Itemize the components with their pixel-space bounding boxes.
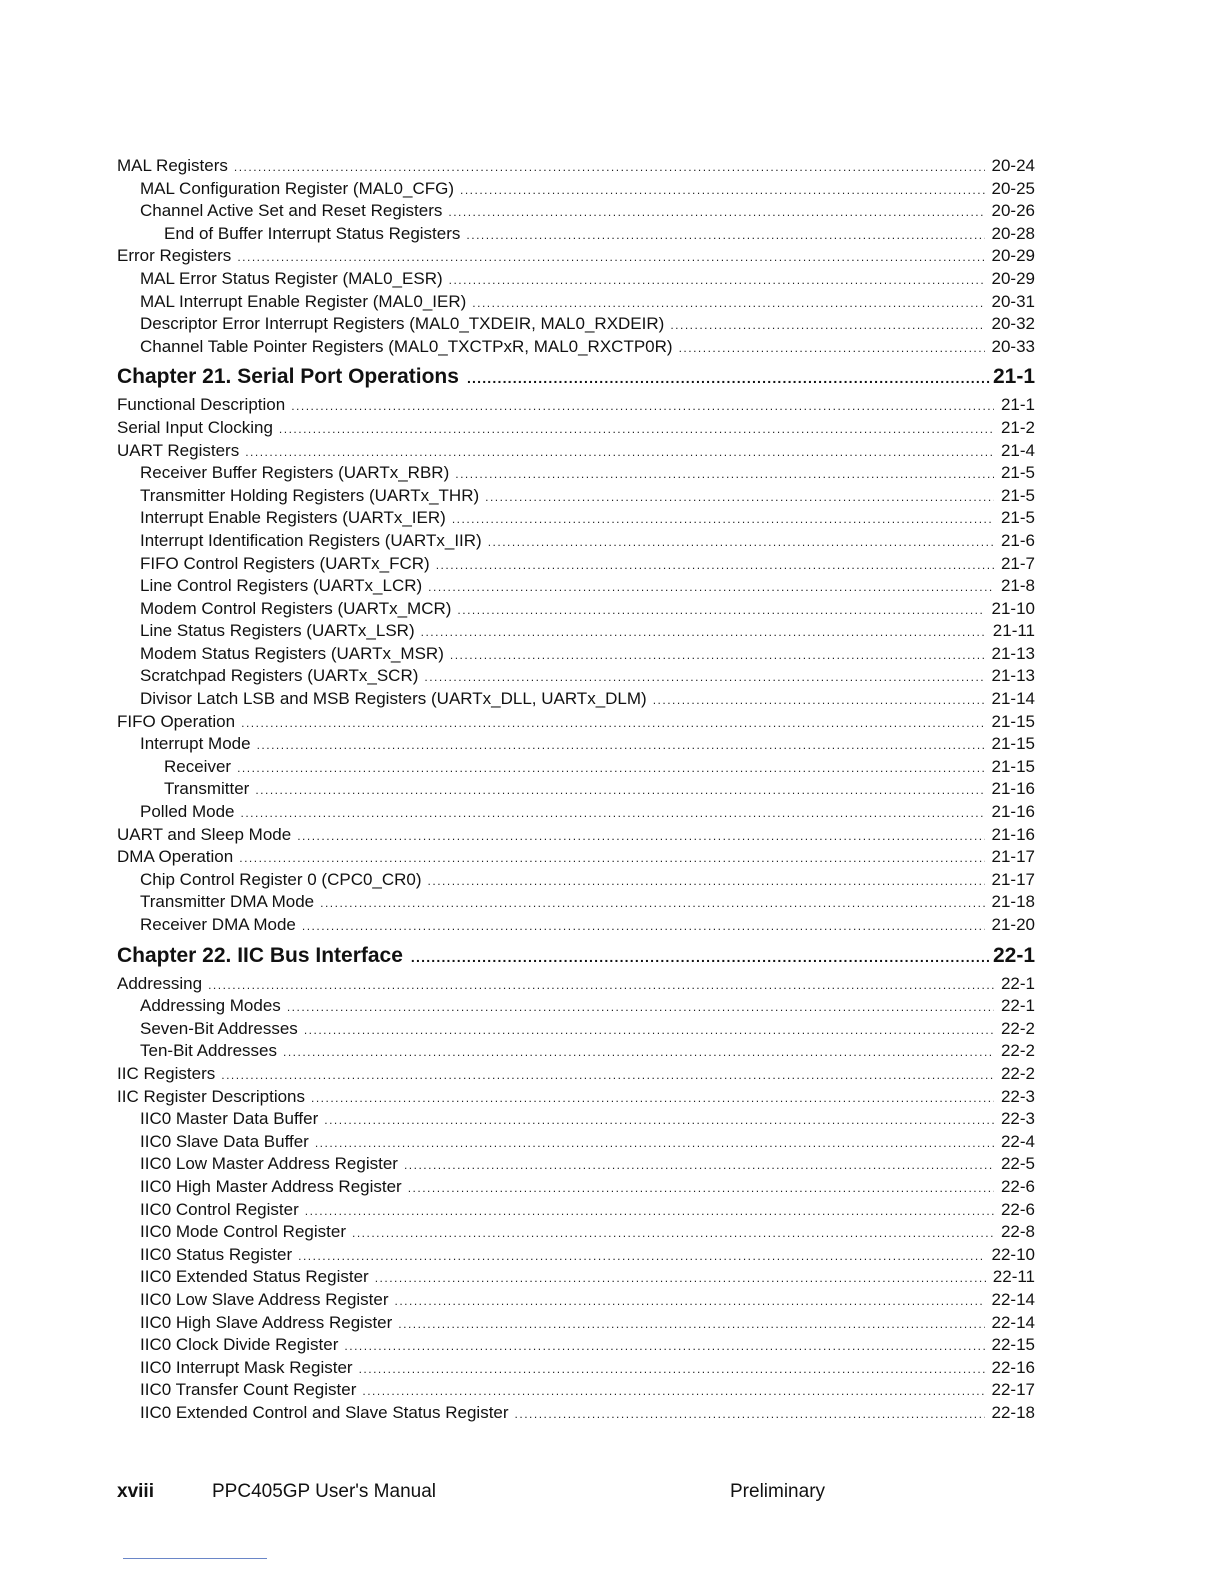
- toc-entry[interactable]: [117, 1108, 1035, 1131]
- dot-leader: [320, 892, 984, 915]
- dot-leader: [449, 269, 985, 292]
- toc-entry-page: 22-8: [1000, 1222, 1035, 1242]
- toc-entry-page: 22-2: [1000, 1063, 1035, 1083]
- footer-rule: [123, 1558, 267, 1559]
- toc-entry-page: 22-6: [1000, 1199, 1035, 1219]
- toc-entry-page: 21-14: [991, 689, 1035, 709]
- toc-entry-page: 21-16: [991, 802, 1035, 822]
- dot-leader: [398, 1313, 984, 1336]
- toc-entry-title: Interrupt Mode: [140, 734, 251, 754]
- toc-entry[interactable]: [117, 155, 1035, 178]
- toc-entry[interactable]: [117, 756, 1035, 779]
- toc-entry[interactable]: [117, 711, 1035, 734]
- toc-entry-title: IIC0 Interrupt Mask Register: [140, 1357, 353, 1377]
- toc-entry-page: 20-31: [991, 291, 1035, 311]
- dot-leader: [255, 779, 984, 802]
- dot-leader: [450, 644, 985, 667]
- dot-leader: [257, 734, 985, 757]
- dot-leader: [457, 599, 984, 622]
- toc-entry[interactable]: [117, 665, 1035, 688]
- toc-entry-title: UART and Sleep Mode: [117, 824, 292, 844]
- dot-leader: [239, 847, 984, 870]
- dot-leader: [466, 224, 984, 247]
- toc-entry[interactable]: [117, 1357, 1035, 1380]
- toc-entry-page: 22-5: [1000, 1154, 1035, 1174]
- dot-leader: [237, 246, 984, 269]
- toc-entry[interactable]: [117, 801, 1035, 824]
- toc-entry[interactable]: [117, 643, 1035, 666]
- toc-entry[interactable]: [117, 778, 1035, 801]
- toc-entry-page: 22-3: [1000, 1109, 1035, 1129]
- toc-entry-page: 21-13: [991, 666, 1035, 686]
- dot-leader: [245, 441, 994, 464]
- toc-entry-title: Chapter 21. Serial Port Operations: [117, 365, 459, 389]
- dot-leader: [421, 621, 986, 644]
- dot-leader: [436, 554, 994, 577]
- dot-leader: [460, 179, 985, 202]
- toc-entry-page: 21-17: [991, 847, 1035, 867]
- dot-leader: [455, 463, 994, 486]
- toc-entry[interactable]: [117, 223, 1035, 246]
- toc-entry-title: Interrupt Enable Registers (UARTx_IER): [140, 508, 446, 528]
- toc-entry[interactable]: [117, 1153, 1035, 1176]
- footer-status: Preliminary: [730, 1481, 826, 1502]
- toc-entry[interactable]: [117, 824, 1035, 847]
- toc-entry[interactable]: [117, 462, 1035, 485]
- dot-leader: [302, 915, 985, 938]
- toc-entry-title: Error Registers: [117, 246, 232, 266]
- toc-entry[interactable]: [117, 1402, 1035, 1425]
- toc-entry-title: IIC0 Extended Status Register: [140, 1267, 369, 1287]
- toc-entry-title: Channel Active Set and Reset Registers: [140, 201, 443, 221]
- toc-entry-page: 22-2: [1000, 1041, 1035, 1061]
- toc-entry-title: UART Registers: [117, 440, 240, 460]
- toc-entry-page: 21-2: [1000, 417, 1035, 437]
- dot-leader: [424, 666, 984, 689]
- toc-entry-title: IIC0 High Master Address Register: [140, 1176, 402, 1196]
- dot-leader: [395, 1290, 985, 1313]
- toc-entry-title: IIC0 Control Register: [140, 1199, 299, 1219]
- dot-leader: [298, 1245, 984, 1268]
- toc-entry[interactable]: [117, 1063, 1035, 1086]
- toc-entry-page: 22-3: [1000, 1086, 1035, 1106]
- dot-leader: [287, 996, 994, 1019]
- dot-leader: [515, 1403, 985, 1426]
- toc-entry[interactable]: [117, 1244, 1035, 1267]
- toc-entry-title: IIC Registers: [117, 1063, 216, 1083]
- toc-entry-title: MAL Configuration Register (MAL0_CFG): [140, 178, 454, 198]
- toc-entry-page: 22-10: [991, 1244, 1035, 1264]
- toc-entry-title: Modem Status Registers (UARTx_MSR): [140, 643, 444, 663]
- table-of-contents: [117, 155, 1035, 1424]
- toc-entry-title: Transmitter Holding Registers (UARTx_THR): [140, 485, 480, 505]
- toc-entry[interactable]: [117, 1221, 1035, 1244]
- dot-leader: [352, 1222, 994, 1245]
- toc-entry-title: Receiver DMA Mode: [140, 915, 296, 934]
- toc-entry-title: Functional Description: [117, 395, 286, 415]
- toc-entry[interactable]: [117, 973, 1035, 996]
- toc-entry-title: Receiver: [164, 756, 232, 776]
- toc-entry-page: 20-33: [991, 336, 1035, 356]
- toc-entry[interactable]: [117, 1086, 1035, 1109]
- toc-entry-page: 22-1: [1000, 973, 1035, 993]
- toc-entry-page: 21-15: [991, 711, 1035, 731]
- dot-leader: [467, 363, 991, 393]
- toc-entry[interactable]: [117, 1289, 1035, 1312]
- toc-entry[interactable]: [117, 846, 1035, 869]
- toc-entry-title: Receiver Buffer Registers (UARTx_RBR): [140, 463, 450, 483]
- toc-entry[interactable]: [117, 995, 1035, 1018]
- toc-entry-title: MAL Error Status Register (MAL0_ESR): [140, 268, 443, 288]
- toc-entry-page: 21-1: [1000, 395, 1035, 415]
- toc-entry-title: IIC0 Clock Divide Register: [140, 1335, 339, 1355]
- dot-leader: [362, 1380, 984, 1403]
- toc-entry-page: 21-11: [992, 621, 1035, 641]
- toc-entry[interactable]: [117, 1266, 1035, 1289]
- dot-leader: [452, 508, 994, 531]
- toc-entry[interactable]: [117, 291, 1035, 314]
- toc-entry[interactable]: [117, 1040, 1035, 1063]
- dot-leader: [279, 418, 994, 441]
- toc-entry-title: IIC0 Transfer Count Register: [140, 1380, 357, 1400]
- toc-entry-page: 20-29: [991, 246, 1035, 266]
- toc-entry[interactable]: [117, 268, 1035, 291]
- toc-entry-title: IIC Register Descriptions: [117, 1086, 306, 1106]
- dot-leader: [311, 1087, 994, 1110]
- toc-entry-page: 21-16: [991, 779, 1035, 799]
- dot-leader: [241, 712, 984, 735]
- toc-entry-title: Line Status Registers (UARTx_LSR): [140, 621, 415, 641]
- footer-manual-title: PPC405GP User's Manual: [212, 1481, 436, 1502]
- toc-entry[interactable]: [117, 178, 1035, 201]
- toc-entry-page: 22-16: [991, 1357, 1035, 1377]
- toc-entry-title: Seven-Bit Addresses: [140, 1018, 298, 1038]
- dot-leader: [234, 156, 985, 179]
- toc-entry-page: 21-5: [1000, 485, 1035, 505]
- toc-entry-title: Interrupt Identification Registers (UARTx_IIR): [140, 530, 482, 550]
- toc-entry[interactable]: [117, 394, 1035, 417]
- toc-entry-page: 21-20: [991, 915, 1035, 934]
- toc-entry-title: IIC0 Low Master Address Register: [140, 1154, 398, 1174]
- toc-entry-page: 22-11: [992, 1267, 1035, 1287]
- toc-entry-page: 21-10: [991, 598, 1035, 618]
- toc-entry[interactable]: [117, 620, 1035, 643]
- toc-entry-page: 20-26: [991, 201, 1035, 221]
- toc-entry[interactable]: [117, 417, 1035, 440]
- toc-entry-title: Transmitter: [164, 779, 250, 799]
- toc-entry[interactable]: [117, 891, 1035, 914]
- toc-entry-page: 22-14: [991, 1289, 1035, 1309]
- toc-entry[interactable]: [117, 336, 1035, 359]
- toc-entry-title: Chip Control Register 0 (CPC0_CR0): [140, 869, 422, 889]
- dot-leader: [670, 314, 984, 337]
- toc-entry-title: Modem Control Registers (UARTx_MCR): [140, 598, 452, 618]
- toc-entry-page: 22-18: [991, 1402, 1035, 1422]
- dot-leader: [324, 1109, 994, 1132]
- toc-entry-title: Scratchpad Registers (UARTx_SCR): [140, 666, 419, 686]
- dot-leader: [375, 1267, 986, 1290]
- toc-entry-page: 21-15: [991, 734, 1035, 754]
- toc-entry[interactable]: [117, 245, 1035, 268]
- dot-leader: [344, 1335, 984, 1358]
- toc-entry-page: 21-6: [1000, 530, 1035, 550]
- dot-leader: [221, 1064, 994, 1087]
- toc-entry[interactable]: [117, 598, 1035, 621]
- toc-entry-page: 22-1: [1000, 996, 1035, 1016]
- toc-entry-title: IIC0 Extended Control and Slave Status Register: [140, 1402, 509, 1422]
- toc-entry-title: FIFO Operation: [117, 711, 236, 731]
- toc-entry-page: 22-17: [991, 1380, 1035, 1400]
- toc-entry-title: Addressing Modes: [140, 996, 281, 1016]
- toc-entry-title: MAL Interrupt Enable Register (MAL0_IER): [140, 291, 467, 311]
- dot-leader: [241, 802, 985, 825]
- toc-entry[interactable]: [117, 200, 1035, 223]
- toc-entry-title: Addressing: [117, 973, 203, 993]
- toc-entry-page: 21-5: [1000, 508, 1035, 528]
- toc-entry[interactable]: [117, 440, 1035, 463]
- toc-entry-title: Descriptor Error Interrupt Registers (MAL0_TXDEIR, MAL0_RXDEIR): [140, 314, 665, 334]
- toc-entry-page: 20-32: [991, 314, 1035, 334]
- toc-entry[interactable]: [117, 530, 1035, 553]
- toc-entry-page: 21-16: [991, 824, 1035, 844]
- page-footer: [117, 1480, 1017, 1504]
- toc-entry-page: 21-7: [1000, 553, 1035, 573]
- toc-entry-title: IIC0 Slave Data Buffer: [140, 1131, 309, 1151]
- toc-entry-title: IIC0 High Slave Address Register: [140, 1312, 393, 1332]
- dot-leader: [653, 689, 985, 712]
- dot-leader: [485, 486, 994, 509]
- toc-entry-title: IIC0 Mode Control Register: [140, 1222, 346, 1242]
- dot-leader: [679, 337, 985, 360]
- toc-entry-page: 22-1: [992, 943, 1035, 967]
- toc-entry-title: Serial Input Clocking: [117, 417, 273, 437]
- toc-chapter-heading[interactable]: [117, 941, 1035, 971]
- dot-leader: [404, 1154, 994, 1177]
- dot-leader: [428, 870, 985, 893]
- toc-entry-page: 21-15: [991, 756, 1035, 776]
- toc-entry-page: 22-14: [991, 1312, 1035, 1332]
- dot-leader: [291, 395, 994, 418]
- dot-leader: [428, 576, 994, 599]
- toc-entry[interactable]: [117, 553, 1035, 576]
- toc-entry-page: 22-6: [1000, 1176, 1035, 1196]
- toc-entry-page: 22-4: [1000, 1131, 1035, 1151]
- toc-entry[interactable]: [117, 1379, 1035, 1402]
- toc-entry[interactable]: [117, 1199, 1035, 1222]
- toc-entry-page: 21-1: [992, 365, 1035, 389]
- dot-leader: [448, 201, 984, 224]
- toc-entry-title: Channel Table Pointer Registers (MAL0_TXCTPxR, MAL0_RXCTP0R): [140, 336, 673, 356]
- toc-entry-title: IIC0 Status Register: [140, 1244, 293, 1264]
- toc-entry-page: 20-28: [991, 223, 1035, 243]
- dot-leader: [237, 757, 984, 780]
- toc-entry-title: FIFO Control Registers (UARTx_FCR): [140, 553, 430, 573]
- dot-leader: [472, 292, 984, 315]
- toc-entry-page: 21-8: [1000, 576, 1035, 596]
- toc-entry[interactable]: [117, 914, 1035, 937]
- toc-entry[interactable]: [117, 688, 1035, 711]
- toc-entry[interactable]: [117, 1018, 1035, 1041]
- dot-leader: [297, 825, 984, 848]
- toc-chapter-heading[interactable]: [117, 362, 1035, 392]
- dot-leader: [408, 1177, 994, 1200]
- dot-leader: [411, 942, 991, 972]
- toc-entry-page: 22-2: [1000, 1018, 1035, 1038]
- toc-entry-page: 21-13: [991, 643, 1035, 663]
- toc-entry-page: 21-18: [991, 892, 1035, 912]
- toc-entry-page: 21-4: [1000, 440, 1035, 460]
- toc-entry[interactable]: [117, 1176, 1035, 1199]
- toc-entry-page: 21-5: [1000, 463, 1035, 483]
- toc-entry-title: Divisor Latch LSB and MSB Registers (UARTx_DLL, UARTx_DLM): [140, 689, 647, 709]
- toc-entry-title: Polled Mode: [140, 802, 235, 822]
- dot-leader: [488, 531, 994, 554]
- toc-entry-title: Transmitter DMA Mode: [140, 892, 315, 912]
- toc-entry[interactable]: [117, 507, 1035, 530]
- toc-entry-title: End of Buffer Interrupt Status Registers: [164, 223, 461, 243]
- toc-entry[interactable]: [117, 1334, 1035, 1357]
- toc-entry-title: IIC0 Low Slave Address Register: [140, 1289, 389, 1309]
- dot-leader: [305, 1200, 994, 1223]
- footer-page-number: xviii: [117, 1481, 154, 1502]
- toc-entry[interactable]: [117, 313, 1035, 336]
- dot-leader: [208, 974, 994, 997]
- toc-entry-title: IIC0 Master Data Buffer: [140, 1109, 319, 1129]
- dot-leader: [315, 1132, 994, 1155]
- toc-entry-title: DMA Operation: [117, 847, 234, 867]
- dot-leader: [283, 1041, 994, 1064]
- toc-entry[interactable]: [117, 575, 1035, 598]
- toc-entry[interactable]: [117, 485, 1035, 508]
- toc-entry-page: 20-25: [991, 178, 1035, 198]
- toc-entry-title: Ten-Bit Addresses: [140, 1041, 278, 1061]
- dot-leader: [304, 1019, 994, 1042]
- toc-entry-page: 22-15: [991, 1335, 1035, 1355]
- dot-leader: [359, 1358, 985, 1381]
- toc-entry[interactable]: [117, 869, 1035, 892]
- toc-entry[interactable]: [117, 1131, 1035, 1154]
- toc-entry-page: 20-24: [991, 156, 1035, 175]
- toc-entry[interactable]: [117, 1312, 1035, 1335]
- toc-entry-title: Chapter 22. IIC Bus Interface: [117, 943, 403, 967]
- toc-entry-page: 20-29: [991, 268, 1035, 288]
- toc-entry-title: MAL Registers: [117, 156, 228, 175]
- toc-entry[interactable]: [117, 733, 1035, 756]
- toc-entry-title: Line Control Registers (UARTx_LCR): [140, 576, 423, 596]
- toc-entry-page: 21-17: [991, 869, 1035, 889]
